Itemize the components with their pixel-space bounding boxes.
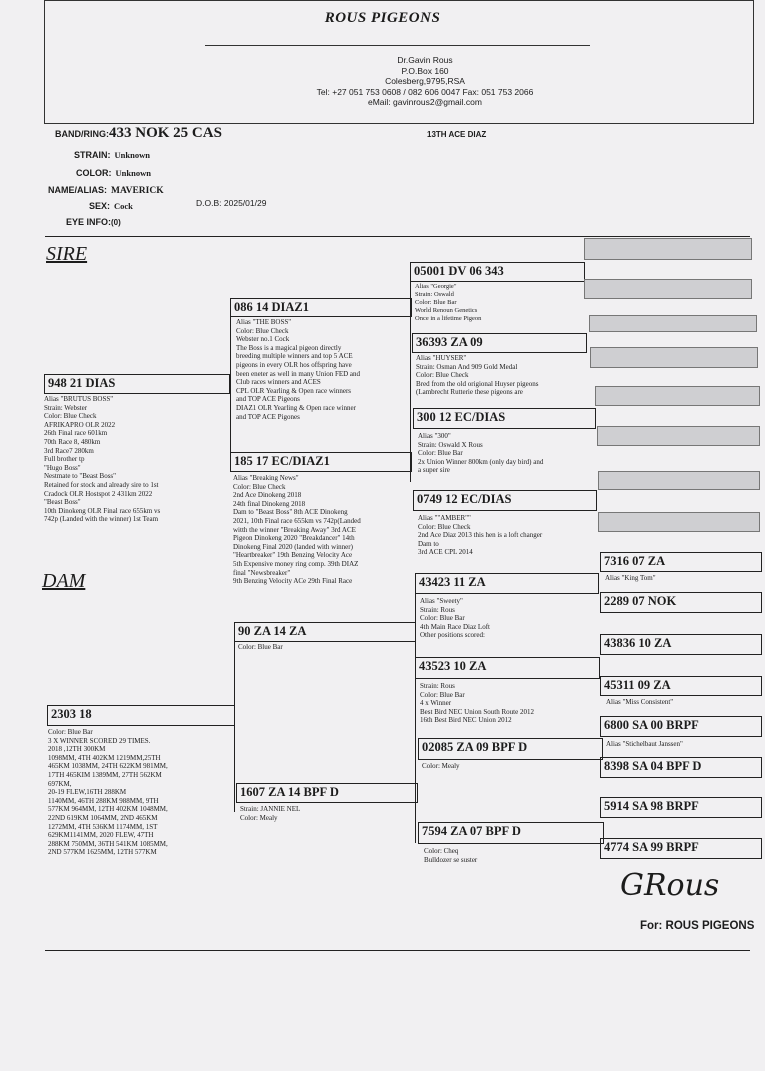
award-text: 13TH ACE DIAZ — [427, 130, 487, 139]
g3-ring-box-3: 300 12 EC/DIAS — [413, 408, 596, 429]
sire-sire-ring-box: 086 14 DIAZ1 — [230, 298, 412, 317]
signature: GRous — [620, 868, 720, 903]
sire-dam-details: Alias "Breaking News" Color: Blue Check 2nd Ace Dinokeng 2018 24th final Dinokeng 2018 Dam to "Beast Boss" 8th ACE Dinokeng 2021, 10th Final race 655km vs 742p(Landed witth the winner "Breaking Away" 3rd ACE Pigeon Dinokeng 2020 "Breakdancer" 14th Dinokeng Final 2020 (landed with winner) "Heartbreaker" 19th Benzing Velocity Ace 5th Expensive money ring comp. 39th DIAZ final "Newsbreaker" 9th Benzing Velocity ACe 29th Final Race — [233, 474, 361, 586]
connector-dam — [234, 622, 235, 812]
g4-alias-5: Alias "Stichelbaut Janssen" — [606, 740, 683, 748]
g4-grey-box-8 — [598, 512, 760, 532]
g3-details-5: Alias "Sweety" Strain: Rous Color: Blue Bar 4th Main Race Diaz Loft Other positions scored: — [420, 597, 490, 640]
connector-g3-upper — [410, 262, 411, 482]
sire-sire-details: Alias "THE BOSS" Color: Blue Check Webster no.1 Cock The Boss is a magical pigeon directly breeding multiple winners and top 5 ACE pigeons in every OLR hos offspring have been eneter as well in many Union FED and Club races winners and ACES CPL OLR Yearling & Open race winners and TOP ACE Pigeons DIAZ1 OLR Yearling & Open race winner and TOP ACE Pigones — [236, 318, 361, 421]
g4-grey-box-2 — [584, 279, 752, 299]
color-label: COLOR: — [76, 168, 112, 178]
g4-ring-box-2: 2289 07 NOK — [600, 592, 762, 613]
eye-label: EYE INFO: — [66, 217, 112, 227]
band-label: BAND/RING: — [55, 129, 109, 139]
eye-row — [66, 212, 121, 230]
dam-heading: DAM — [42, 570, 86, 592]
g3-details-1: Alias "Georgie" Strain: Oswald Color: Blue Bar World Renoun Genetics Once in a lifetime Pigeon — [415, 283, 482, 322]
g4-ring-box-8: 4774 SA 99 BRPF — [600, 838, 762, 859]
dam-sire-details: Color: Blue Bar — [238, 643, 283, 651]
g3-ring-box-6: 43523 10 ZA — [415, 657, 600, 679]
contact-phone: Tel: +27 051 753 0608 / 082 606 0047 Fax: 051 753 2066 — [316, 86, 534, 97]
sire-details: Alias "BRUTUS BOSS" Strain: Webster Color: Blue Check AFRIKAPRO OLR 2022 26th Final race 601km 70th Race 8, 480km 3rd Race7 280km Full brother tp "Hugo Boss" Nestmate to "Beast Boss" Retained for stock and already sire to 1st Cradock OLR Hostspot 2 431km 2022 "Beast Boss" 10th Dinokeng OLR Final race 655km vs 742p (Landed with the winner) 1st Team — [44, 395, 161, 524]
g3-ring-box-5: 43423 11 ZA — [415, 573, 599, 594]
contact-email: eMail: gavinrous2@gmail.com — [368, 97, 482, 107]
g4-ring-box-4: 45311 09 ZA — [600, 676, 762, 696]
eye-value: (0) — [111, 218, 121, 227]
strain-value: Unknown — [114, 150, 150, 160]
connector-sire — [230, 298, 231, 458]
connector-g3-lower — [415, 573, 416, 843]
g4-grey-box-3 — [589, 315, 757, 332]
g3-ring-box-8: 7594 ZA 07 BPF D — [418, 822, 604, 844]
g3-ring-box-7: 02085 ZA 09 BPF D — [418, 738, 603, 760]
g3-details-3: Alias "300" Strain: Oswald X Rous Color: Blue Bar 2x Union Winner 800km (only day bird) and a super sire — [418, 432, 544, 475]
dam-ring-box: 2303 18 — [47, 705, 235, 726]
dam-dam-ring-box: 1607 ZA 14 BPF D — [236, 783, 418, 803]
sire-heading: SIRE — [46, 243, 88, 265]
g4-ring-box-1: 7316 07 ZA — [600, 552, 762, 572]
strain-label: STRAIN: — [74, 150, 111, 160]
g4-grey-box-7 — [598, 471, 760, 490]
page-title: ROUS PIGEONS — [324, 10, 441, 26]
band-value: 433 NOK 25 CAS — [109, 125, 222, 141]
g4-grey-box-4 — [590, 347, 758, 368]
divider-top — [45, 236, 750, 237]
g3-details-4: Alias ""AMBER"" Color: Blue Check 2nd Ace Diaz 2013 this hen is a loft changer Dam to 3rd ACE CPL 2014 — [418, 514, 543, 557]
header-divider — [205, 45, 590, 46]
g3-details-2: Alias "HUYSER" Strain: Osman And 909 Gold Medal Color: Blue Check Bred from the old origional Huyser pigeons (Lambrecht Rutterie these pigeons are — [416, 354, 539, 397]
strain-row — [74, 145, 150, 163]
dam-dam-details: Strain: JANNIE NEL Color: Mealy — [240, 805, 301, 822]
name-value: MAVERICK — [111, 186, 164, 196]
dob-row — [196, 198, 266, 208]
contact-block — [260, 55, 590, 108]
band-row — [55, 124, 222, 142]
for-label: For: ROUS PIGEONS — [640, 920, 755, 932]
contact-name: Dr.Gavin Rous — [397, 55, 453, 65]
contact-town: Colesberg,9795,RSA — [385, 76, 465, 86]
g4-alias-1: Alias "King Tom" — [605, 574, 656, 582]
divider-bottom — [45, 950, 750, 951]
g3-details-7: Color: Mealy — [422, 762, 460, 770]
g3-ring-box-1: 05001 DV 06 343 — [410, 262, 585, 282]
g4-alias-4: Alias "Miss Consistent" — [606, 698, 674, 706]
g3-ring-box-2: 36393 ZA 09 — [412, 333, 587, 353]
sex-value: Cock — [114, 201, 133, 211]
dam-sire-ring-box: 90 ZA 14 ZA — [234, 622, 416, 642]
dob-value: 2025/01/29 — [223, 198, 267, 208]
name-label: NAME/ALIAS: — [48, 185, 107, 195]
g4-ring-box-3: 43836 10 ZA — [600, 634, 762, 655]
g3-ring-box-4: 0749 12 EC/DIAS — [413, 490, 597, 511]
sire-dam-ring-box: 185 17 EC/DIAZ1 — [230, 452, 412, 472]
dob-label: D.O.B: — [196, 198, 222, 208]
color-value: Unknown — [115, 168, 151, 178]
g3-details-6: Strain: Rous Color: Blue Bar 4 x Winner Best Bird NEC Union South Route 2012 16th Best Bird NEC Union 2012 — [420, 682, 534, 725]
g3-details-8: Color: Cheq Bulldozer se suster — [424, 847, 478, 864]
dam-details: Color: Blue Bar 3 X WINNER SCORED 29 TIMES. 2018 ,12TH 300KM 1098MM, 4TH 402KM 1219MM,25TH 465KM 1038MM, 24TH 622KM 981MM, 17TH 465KIM 1389MM, 27TH 562KM 697KM, 20-19 FLEW,16TH 288KM 1140MM, 46TH 288KM 988MM, 9TH 577KM 964MM, 12TH 402KM 1048MM, 22ND 619KM 1064MM, 2ND 465KM 1272MM, 4TH 536KM 1174MM, 1ST 629KM1141MM, 2020 FLEW, 47TH 288KM 750MM, 36TH 541KM 1085MM, 2ND 577KM 1625MM, 12TH 577KM — [48, 728, 168, 857]
color-row — [76, 163, 151, 181]
g4-grey-box-6 — [597, 426, 760, 446]
g4-ring-box-7: 5914 SA 98 BRPF — [600, 797, 762, 818]
sex-label: SEX: — [89, 201, 111, 211]
g4-ring-box-5: 6800 SA 00 BRPF — [600, 716, 762, 737]
sire-ring-box: 948 21 DIAS — [44, 374, 230, 394]
g4-grey-box-1 — [584, 238, 752, 260]
contact-pobox: P.O.Box 160 — [401, 65, 449, 76]
g4-grey-box-5 — [595, 386, 760, 406]
g4-ring-box-6: 8398 SA 04 BPF D — [600, 757, 762, 778]
